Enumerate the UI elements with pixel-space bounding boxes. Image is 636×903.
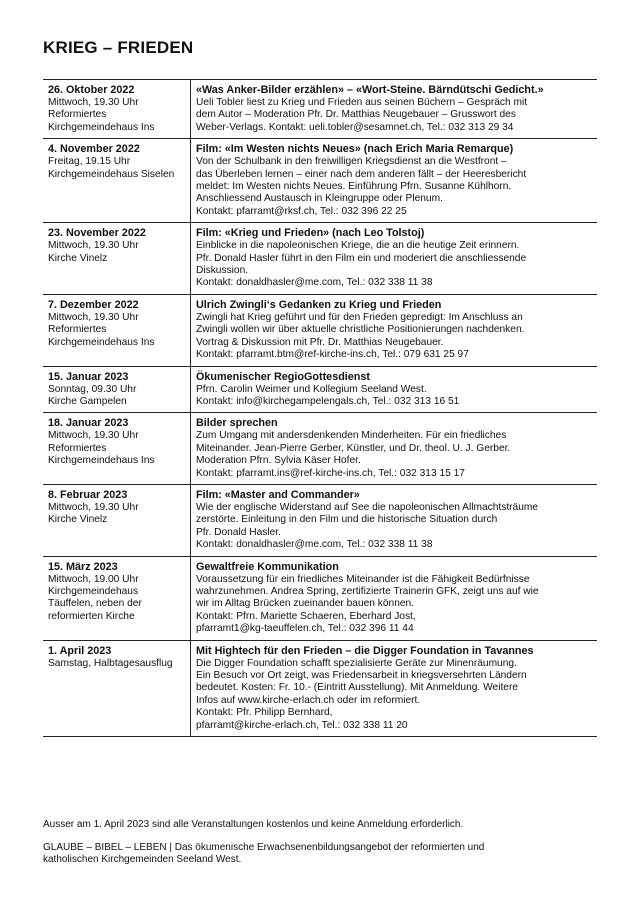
event-description-line: Zum Umgang mit andersdenkenden Minderheiten. Für ein friedliches: [196, 430, 507, 442]
event-description-line: Die Digger Foundation schafft spezialisierte Geräte zur Minenräumung.: [196, 657, 517, 669]
event-info-line: Mittwoch, 19.30 Uhr: [48, 97, 139, 108]
event-title: Film: «Master and Commander»: [196, 488, 360, 501]
event-info-line: Kirche Vinelz: [48, 252, 108, 264]
event-info-line: Reformiertes: [48, 442, 107, 454]
event-info-line: Kirche Gampelen: [48, 395, 127, 407]
event-date: 23. November 2022: [48, 227, 146, 240]
event-date: 4. November 2022: [48, 143, 140, 156]
event-when-where: [43, 139, 191, 222]
event-description-line: Kontakt: info@kirchegampelengals.ch, Tel.: 032 313 16 51: [196, 395, 460, 407]
event-description-line: meldet: Im Westen nichts Neues. Einführung Pfrn. Susanne Kühlhorn.: [196, 181, 512, 193]
event-title: Film: «Krieg und Frieden» (nach Leo Tolstoj): [196, 227, 425, 240]
event-description-line: Vortrag & Diskussion mit Pfr. Dr. Matthias Neugebauer.: [196, 336, 444, 348]
footer-note: Ausser am 1. April 2023 sind alle Veranstaltungen kostenlos und keine Anmeldung erforderlich.: [43, 819, 464, 830]
event-info-line: Samstag, Halbtagesausflug: [48, 657, 173, 669]
event-row: [43, 367, 597, 414]
event-description-line: Ein Besuch vor Ort zeigt, was Friedensarbeit in kriegsversehrten Ländern: [196, 670, 527, 681]
event-description-line: Kontakt: pfarramt.btm@ref-kirche-ins.ch, Tel.: 079 631 25 97: [196, 349, 469, 361]
event-description-line: Voraussetzung für ein friedliches Miteinander ist die Fähigkeit Bedürfnisse: [196, 573, 530, 585]
event-description-line: pfarramt1@kg-taeuffelen.ch, Tel.: 032 396 11 44: [196, 623, 414, 635]
event-info-line: Mittwoch, 19.00 Uhr: [48, 573, 139, 585]
event-date: 1. April 2023: [48, 644, 112, 657]
event-info-line: Täuffelen, neben der: [48, 598, 142, 610]
event-title: Bilder sprechen: [196, 417, 278, 430]
event-description-line: Diskussion.: [196, 265, 249, 277]
event-description-line: Wie der englische Widerstand auf See die napoleonischen Allmachtsträume: [196, 501, 539, 513]
event-description-line: das Überleben lernen – einer nach dem anderen fällt – der Heeresbericht: [196, 168, 527, 180]
footer-org-line: GLAUBE – BIBEL – LEBEN | Das ökumenische Erwachsenenbildungsangebot der reformierten und: [43, 842, 485, 853]
event-title: «Was Anker-Bilder erzählen» – «Wort-Steine. Bärndütschi Gedicht.»: [196, 84, 544, 96]
event-row: [43, 485, 597, 557]
event-description-line: Moderation Pfrn. Sylvia Käser Hofer.: [196, 455, 361, 467]
event-description-line: Kontakt: Pfr. Philipp Bernhard,: [196, 707, 333, 719]
event-date: 7. Dezember 2022: [48, 298, 139, 311]
event-description-line: Kontakt: Pfrn. Mariette Schaeren, Eberhard Jost,: [196, 610, 416, 622]
event-description-line: Pfr. Donald Hasler führt in den Film ein und moderiert die anschliessende: [196, 252, 527, 264]
event-description-line: Kontakt: pfarramt@rksf.ch, Tel.: 032 396 22 25: [196, 205, 407, 217]
event-details: [191, 485, 597, 556]
event-when-where: [43, 223, 191, 294]
event-row: [43, 557, 597, 641]
event-description-line: Zwingli hat Krieg geführt und für den Frieden gepredigt: Im Anschluss an: [196, 311, 523, 323]
event-row: [43, 80, 597, 139]
event-description-line: zerstörte. Einleitung in den Film und die historische Situation durch: [196, 514, 498, 526]
event-description-line: Zwingli wollen wir über aktuelle christliche Positionierungen nachdenken.: [196, 324, 525, 336]
event-date: 18. Januar 2023: [48, 417, 129, 430]
event-info-line: Mittwoch, 19.30 Uhr: [48, 240, 139, 252]
event-description-line: Pfrn. Carolin Weimer und Kollegium Seeland West.: [196, 383, 427, 395]
event-title: Ökumenischer RegioGottesdienst: [196, 370, 370, 383]
event-title: Mit Hightech für den Frieden – die Digger Foundation in Tavannes: [196, 644, 534, 657]
event-table: [43, 79, 597, 737]
event-title: Ulrich Zwingli‘s Gedanken zu Krieg und Frieden: [196, 298, 442, 311]
event-details: [191, 641, 597, 736]
footer-organization: [43, 842, 603, 867]
event-info-line: Kirchgemeindehaus Ins: [48, 336, 155, 348]
page-title: KRIEG – FRIEDEN: [43, 38, 194, 57]
event-when-where: [43, 557, 191, 640]
event-row: [43, 641, 597, 737]
event-description-line: Miteinander. Jean-Pierre Gerber, Künstler, und Dr. theol. U. J. Gerber.: [196, 442, 511, 454]
event-details: [191, 223, 597, 294]
event-info-line: Mittwoch, 19.30 Uhr: [48, 501, 139, 513]
event-title: Film: «Im Westen nichts Neues» (nach Erich Maria Remarque): [196, 143, 514, 156]
event-info-line: Reformiertes: [48, 109, 107, 121]
event-description-line: bedeutet. Kosten: Fr. 10.- (Eintritt Ausstellung). Mit Anmeldung. Weitere: [196, 682, 519, 694]
event-row: [43, 413, 597, 485]
event-description-line: Von der Schulbank in den freiwilligen Kriegsdienst an die Westfront –: [196, 156, 507, 168]
event-description-line: Anschliessend Austausch in Kleingruppe oder Plenum.: [196, 193, 443, 205]
event-when-where: [43, 367, 191, 413]
event-info-line: Freitag, 19.15 Uhr: [48, 156, 131, 168]
event-when-where: [43, 641, 191, 736]
event-description-line: wahrzunehmen. Andrea Spring, zertifizierte Trainerin GFK, zeigt uns auf wie: [196, 585, 539, 597]
event-description-line: Pfr. Donald Hasler.: [196, 526, 281, 538]
event-info-line: reformierten Kirche: [48, 610, 135, 622]
event-details: [191, 80, 597, 138]
event-when-where: [43, 413, 191, 484]
event-title: Gewaltfreie Kommunikation: [196, 560, 339, 573]
event-date: 15. Januar 2023: [48, 370, 129, 383]
event-description-line: Weber-Verlags. Kontakt: ueli.tobler@sesamnet.ch, Tel.: 032 313 29 34: [196, 121, 514, 133]
event-info-line: Kirchgemeindehaus Ins: [48, 121, 155, 133]
event-date: 8. Februar 2023: [48, 488, 128, 501]
event-info-line: Mittwoch, 19.30 Uhr: [48, 311, 139, 323]
event-details: [191, 413, 597, 484]
event-row: [43, 295, 597, 367]
event-description-line: Infos auf www.kirche-erlach.ch oder im reformiert.: [196, 694, 421, 706]
event-date: 15. März 2023: [48, 560, 118, 573]
event-description-line: dem Autor – Moderation Pfr. Dr. Matthias Neugebauer – Grusswort des: [196, 109, 516, 121]
event-description-line: Ueli Tobler liest zu Krieg und Frieden aus seinen Büchern – Gespräch mit: [196, 97, 528, 108]
event-description-line: Einblicke in die napoleonischen Kriege, die an die heutige Zeit erinnern.: [196, 240, 520, 252]
event-description-line: Kontakt: donaldhasler@me.com, Tel.: 032 338 11 38: [196, 277, 433, 289]
event-description-line: wir im Alltag Brücken zueinander bauen können.: [196, 598, 415, 610]
event-row: [43, 139, 597, 223]
event-info-line: Sonntag, 09.30 Uhr: [48, 383, 137, 395]
event-description-line: pfarramt@kirche-erlach.ch, Tel.: 032 338 11 20: [196, 719, 408, 731]
event-description-line: Kontakt: donaldhasler@me.com, Tel.: 032 338 11 38: [196, 539, 433, 551]
event-details: [191, 367, 597, 413]
event-details: [191, 139, 597, 222]
event-info-line: Kirche Vinelz: [48, 514, 108, 526]
event-when-where: [43, 485, 191, 556]
event-info-line: Kirchgemeindehaus Ins: [48, 455, 155, 467]
event-date: 26. Oktober 2022: [48, 84, 135, 96]
event-info-line: Kirchgemeindehaus Siselen: [48, 168, 175, 180]
event-details: [191, 295, 597, 366]
event-info-line: Reformiertes: [48, 324, 107, 336]
event-row: [43, 223, 597, 295]
event-when-where: [43, 80, 191, 138]
footer-org-line: katholischen Kirchgemeinden Seeland West.: [43, 854, 242, 866]
event-when-where: [43, 295, 191, 366]
event-info-line: Kirchgemeindehaus: [48, 585, 139, 597]
event-details: [191, 557, 597, 640]
event-info-line: Mittwoch, 19.30 Uhr: [48, 430, 139, 442]
event-description-line: Kontakt: pfarramt.ins@ref-kirche-ins.ch, Tel.: 032 313 15 17: [196, 467, 465, 479]
